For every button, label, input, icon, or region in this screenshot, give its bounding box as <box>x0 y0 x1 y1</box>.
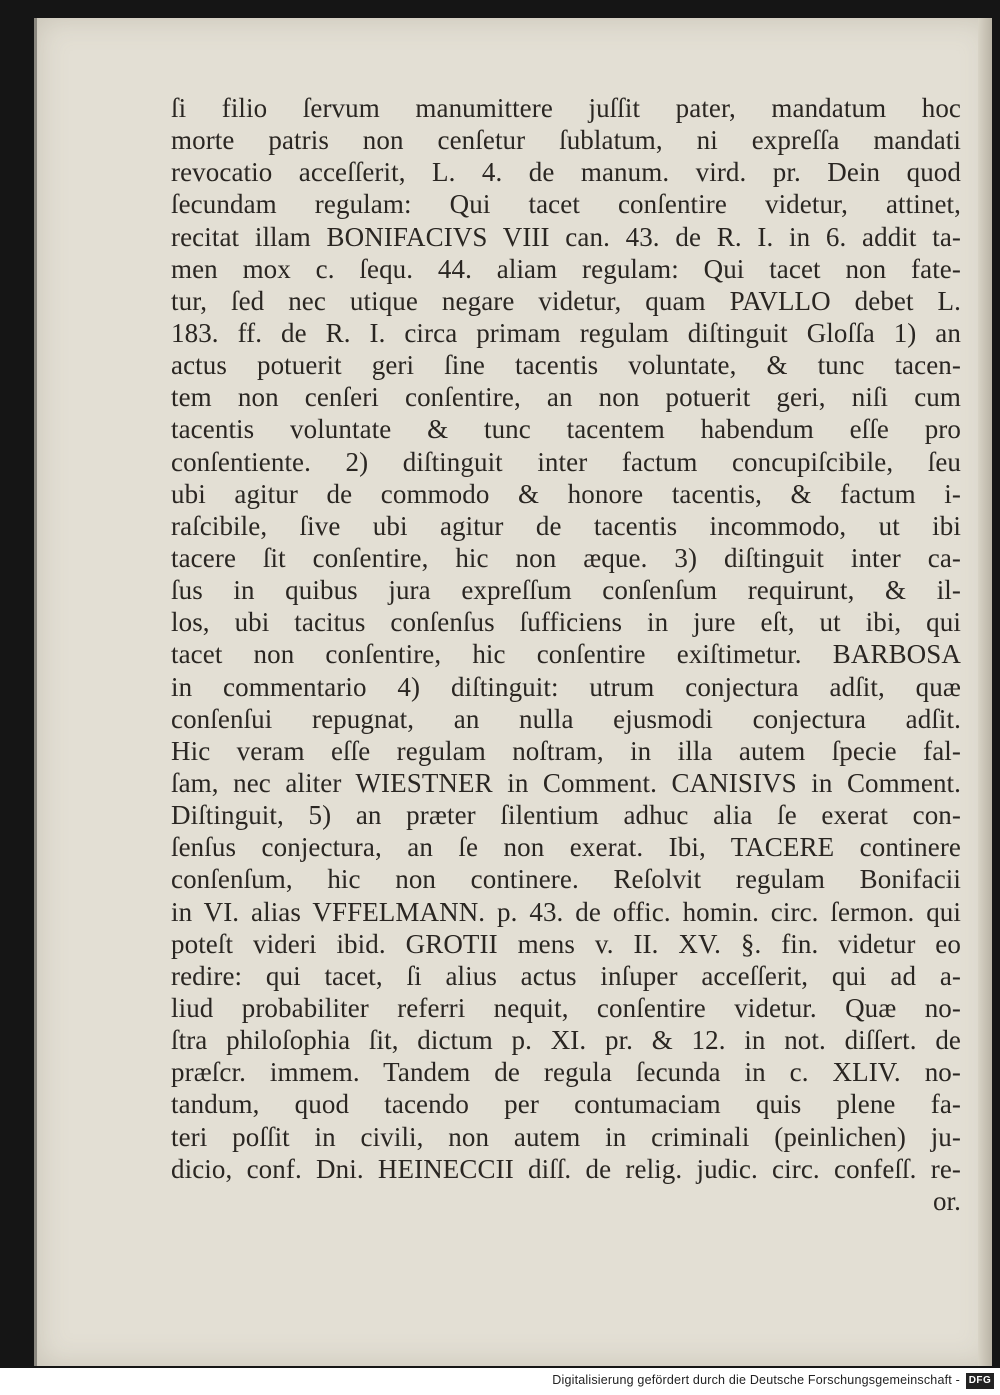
text-line: liud probabiliter referri nequit, conſentire videtur. Quæ no- <box>171 992 961 1023</box>
text-line: conſentiente. 2) diſtinguit inter factum concupiſcibile, ſeu <box>171 446 961 477</box>
text-line: Diſtinguit, 5) an præter ſilentium adhuc alia ſe exerat con- <box>171 800 961 831</box>
text-line: ſam, nec aliter WIESTNER in Comment. CANISIVS in Comment. <box>171 767 961 798</box>
text-line: ſi filio ſervum manumittere juſſit pater, mandatum hoc <box>171 93 961 123</box>
text-line: ſenſus conjectura, an ſe non exerat. Ibi, TACERE continere <box>171 832 961 863</box>
footer-bar <box>0 1368 1000 1395</box>
text-line: ſus in quibus jura expreſſum conſenſum requirunt, & il- <box>171 575 961 606</box>
text-line: men mox c. ſequ. 44. aliam regulam: Qui tacet non fate- <box>171 253 961 284</box>
text-line: redire: qui tacet, ſi alius actus inſuper acceſſerit, qui ad a- <box>171 960 961 991</box>
text-line: revocatio acceſſerit, L. 4. de manum. vird. pr. Dein quod <box>171 157 961 188</box>
page-edge <box>978 18 992 1366</box>
text-line: or. <box>932 1185 961 1216</box>
text-line: dicio, conf. Dni. HEINECCII diſſ. de relig. judic. circ. confeſſ. re- <box>171 1153 961 1184</box>
text-line: los, ubi tacitus conſenſus ſufficiens in jure eſt, ut ibi, qui <box>171 607 961 638</box>
text-line: tem non cenſeri conſentire, an non potuerit geri, niſi cum <box>171 382 961 413</box>
text-line: morte patris non cenſetur ſublatum, ni expreſſa mandati <box>171 125 961 156</box>
dfg-logo: DFG <box>966 1373 994 1389</box>
text-line: recitat illam BONIFACIVS VIII can. 43. de R. I. in 6. addit ta- <box>171 221 961 252</box>
text-line: in commentario 4) diſtinguit: utrum conjectura adſit, quæ <box>171 671 961 702</box>
text-line: tacere ſit conſentire, hic non æque. 3) diſtinguit inter ca- <box>171 542 961 573</box>
funding-note: Digitalisierung gefördert durch die Deutsche Forschungsgemeinschaft - <box>552 1373 960 1387</box>
text-line: tur, ſed nec utique negare videtur, quam PAVLLO debet L. <box>171 285 961 316</box>
text-line: raſcibile, ſive ubi agitur de tacentis incommodo, ut ibi <box>171 510 961 541</box>
text-line: in VI. alias VFFELMANN. p. 43. de offic. homin. circ. ſermon. qui <box>171 896 961 927</box>
text-line: 183. ff. de R. I. circa primam regulam diſtinguit Gloſſa 1) an <box>171 317 961 348</box>
book-page <box>34 18 992 1366</box>
text-line: tacet non conſentire, hic conſentire exiſtimetur. BARBOSA <box>171 639 961 670</box>
text-line: tandum, quod tacendo per contumaciam quis plene fa- <box>171 1089 961 1120</box>
text-line: poteſt videri ibid. GROTII mens v. II. XV. §. fin. videtur eo <box>171 928 961 959</box>
text-line: tacentis voluntate & tunc tacentem habendum eſſe pro <box>171 414 961 445</box>
text-line: ubi agitur de commodo & honore tacentis, & factum i- <box>171 478 961 509</box>
text-line: teri poſſit in civili, non autem in criminali (peinlichen) ju- <box>171 1121 961 1152</box>
text-line: conſenſui repugnat, an nulla ejusmodi conjectura adſit. <box>171 703 961 734</box>
text-line: actus potuerit geri ſine tacentis voluntate, & tunc tacen- <box>171 350 961 381</box>
body-text <box>171 92 961 1217</box>
text-line: conſenſum, hic non continere. Reſolvit regulam Bonifacii <box>171 864 961 895</box>
text-line: ſtra philoſophia ſit, dictum p. XI. pr. & 12. in not. diſſert. de <box>171 1025 961 1056</box>
text-line: præſcr. immem. Tandem de regula ſecunda in c. XLIV. no- <box>171 1057 961 1088</box>
text-line: ſecundam regulam: Qui tacet conſentire videtur, attinet, <box>171 189 961 220</box>
text-line: Hic veram eſſe regulam noſtram, in illa autem ſpecie fal- <box>171 735 961 766</box>
